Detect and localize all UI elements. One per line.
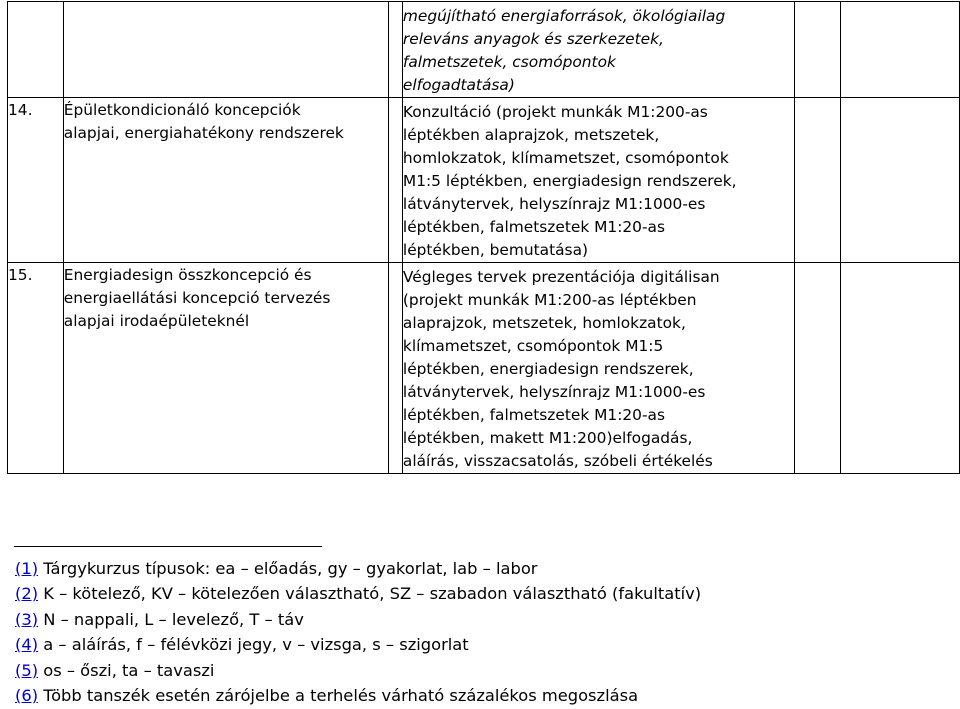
footnote-text: K – kötelező, KV – kötelezően választható, SZ – szabadon választható (fakultatív) [43,584,702,604]
footnote [15,658,701,683]
empty-cell [840,2,959,98]
empty-cell [794,98,840,263]
week-number-cell: 15. [8,263,64,474]
footnote-text: N – nappali, L – levelező, T – táv [43,609,304,629]
description-text [403,263,794,473]
footnote-text: os – őszi, ta – tavaszi [43,660,215,680]
description-cell [402,263,794,474]
description-line: elfogadtatása) [402,76,515,94]
footnote-ref-link[interactable]: (5) [15,660,39,680]
footnote-text: Több tanszék esetén zárójelbe a terhelés várható százalékos megoszlása [43,686,639,706]
description-line: M1:5 léptékben, energiadesign rendszerek, [402,172,737,190]
description-line: alaprajzok, metszetek, homlokzatok, [402,314,686,332]
schedule-table [7,1,960,474]
topic-line: energiaellátási koncepció tervezés [63,289,331,307]
footnote-ref-link[interactable]: (3) [15,609,39,629]
topic-cell [63,2,388,98]
topic-line: Energiadesign összkoncepció és [63,266,312,284]
week-number-cell [8,2,64,98]
description-line: Végleges tervek prezentációja digitálisan [402,268,720,286]
empty-cell [840,98,959,263]
table-row [8,263,960,474]
description-line: klímametszet, csomópontok M1:5 [402,337,664,355]
topic-text [64,263,388,333]
description-line: megújítható energiaforrások, ökológiailag [402,7,726,25]
description-line: léptékben, falmetszetek M1:20-as [402,218,665,236]
description-line: Konzultáció (projekt munkák M1:200-as [402,103,708,121]
description-line: léptékben, energiadesign rendszerek, [402,360,694,378]
topic-line: alapjai, energiahatékony rendszerek [63,124,344,142]
topic-line: Épületkondicionáló koncepciók [63,101,301,119]
description-line: falmetszetek, csomópontok [402,53,616,71]
description-line: (projekt munkák M1:200-as léptékben [402,291,697,309]
footnote-text: a – aláírás, f – félévközi jegy, v – vizsga, s – szigorlat [43,635,469,655]
table-row [8,2,960,98]
week-number-cell: 14. [8,98,64,263]
footnotes [15,556,701,708]
description-line: léptékben alaprajzok, metszetek, [402,126,660,144]
footnote [15,632,701,657]
footnote-ref-link[interactable]: (1) [15,559,39,578]
description-line: léptékben, makett M1:200)elfogadás, [402,429,693,447]
description-line: látványtervek, helyszínrajz M1:1000-es [402,383,706,401]
footnote [15,581,701,606]
spacer-cell [388,263,402,474]
footnote-ref-link[interactable]: (6) [15,686,39,706]
spacer-cell [388,2,402,98]
topic-cell [63,98,388,263]
footnote [15,607,701,632]
description-line: léptékben, falmetszetek M1:20-as [402,406,665,424]
description-line: aláírás, visszacsatolás, szóbeli értékelés [402,452,713,470]
topic-line: alapjai irodaépületeknél [63,312,250,330]
footnote-ref-link[interactable]: (2) [15,584,39,604]
footnote [15,683,701,708]
description-text [403,98,794,262]
spacer-cell [388,98,402,263]
description-cell [402,98,794,263]
table-row [8,98,960,263]
description-text [403,2,794,97]
topic-text [64,98,388,145]
empty-cell [794,263,840,474]
description-line: léptékben, bemutatása) [402,241,589,259]
footnote-text: Tárgykurzus típusok: ea – előadás, gy – gyakorlat, lab – labor [43,559,538,578]
topic-cell [63,263,388,474]
footnote-separator [14,546,322,547]
footnote [15,556,701,581]
description-line: releváns anyagok és szerkezetek, [402,30,664,48]
description-line: látványtervek, helyszínrajz M1:1000-es [402,195,706,213]
description-line: homlokzatok, klímametszet, csomópontok [402,149,729,167]
description-cell [402,2,794,98]
empty-cell [840,263,959,474]
empty-cell [794,2,840,98]
footnote-ref-link[interactable]: (4) [15,635,39,655]
